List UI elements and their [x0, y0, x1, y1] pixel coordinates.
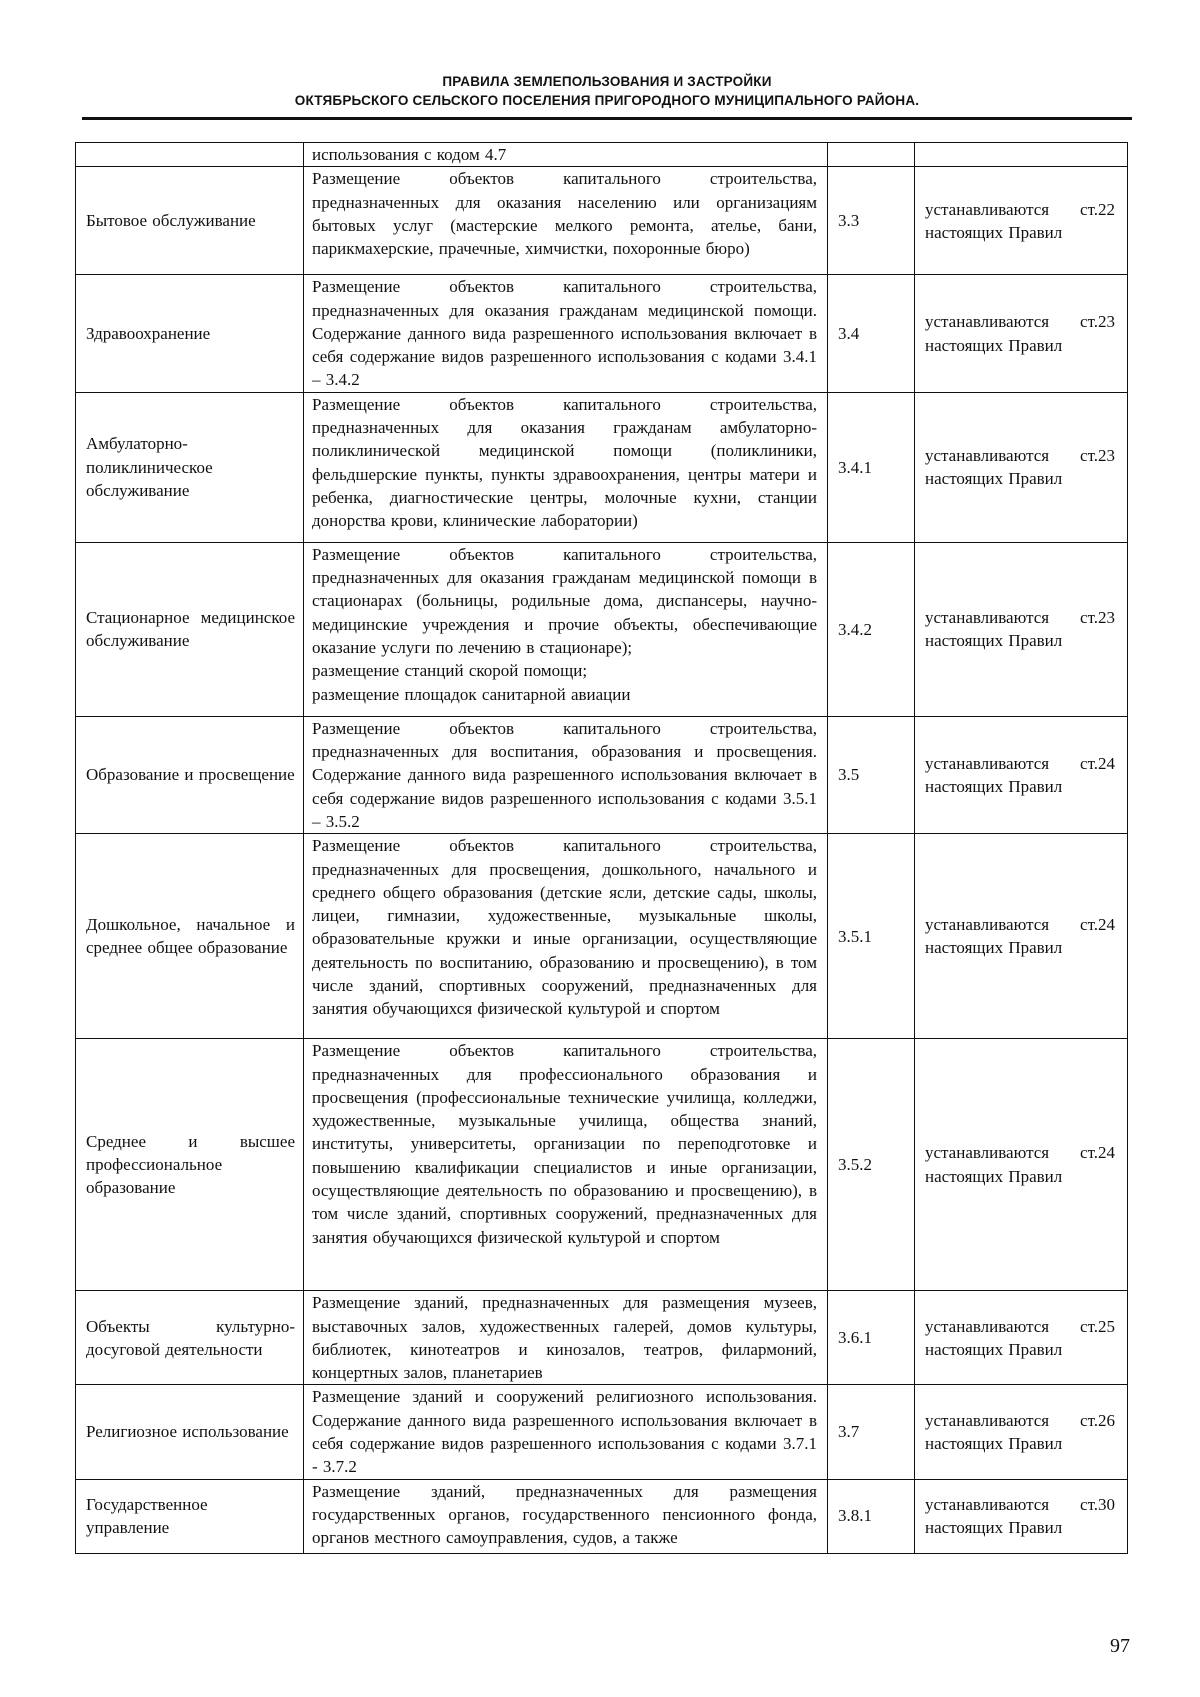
name-cell: Амбулаторно-поликлиническое обслуживание: [76, 392, 304, 542]
header-line-2: ОКТЯБРЬСКОГО СЕЛЬСКОГО ПОСЕЛЕНИЯ ПРИГОРОДНОГО МУНИЦИПАЛЬНОГО РАЙОНА.: [294, 93, 920, 108]
code-cell: 3.4.1: [828, 392, 915, 542]
rule-cell: устанавливаются ст.23 настоящих Правил: [915, 392, 1128, 542]
name-cell: Государственное управление: [76, 1479, 304, 1553]
description-cell: Размещение объектов капитального строительства, предназначенных для профессионального образования и просвещения (профессиональные технические училища, колледжи, художественные, музыкальные училища, общества знаний, институты, университеты, организации по переподготовке и повышению квалификации специалистов и иные организации, осуществляющие деятельность по образованию и просвещению), в том числе зданий, спортивных сооружений, предназначенных для занятия обучающихся физической культурой и спортом: [304, 1039, 828, 1291]
description-cell: Размещение зданий, предназначенных для размещения музеев, выставочных залов, художественных галерей, домов культуры, библиотек, кинотеатров и кинозалов, театров, филармоний, концертных залов, планетариев: [304, 1291, 828, 1385]
description-cell: Размещение объектов капитального строительства, предназначенных для просвещения, дошкольного, начального и среднего общего образования (детские ясли, детские сады, школы, лицеи, гимназии, художественные, музыкальные школы, образовательные кружки и иные организации, осуществляющие деятельность по воспитанию, образованию и просвещению), в том числе зданий, спортивных сооружений, предназначенных для занятия обучающихся физической культурой и спортом: [304, 834, 828, 1039]
table-row: [76, 275, 1128, 392]
table-row-continuation: [76, 143, 1128, 167]
header-rule: [82, 117, 1132, 120]
name-cell: Бытовое обслуживание: [76, 167, 304, 275]
description-cell: использования с кодом 4.7: [304, 143, 828, 167]
code-cell: 3.5.2: [828, 1039, 915, 1291]
rule-cell: устанавливаются ст.25 настоящих Правил: [915, 1291, 1128, 1385]
code-cell: 3.7: [828, 1385, 915, 1479]
table-row: [76, 716, 1128, 833]
description-extra: размещение площадок санитарной авиации: [312, 684, 631, 704]
table-row: [76, 1385, 1128, 1479]
description-cell: Размещение зданий, предназначенных для размещения государственных органов, государственного пенсионного фонда, органов местного самоуправления, судов, а также: [304, 1479, 828, 1553]
table-row: [76, 834, 1128, 1039]
code-cell: [828, 143, 915, 167]
description-main: Размещение объектов капитального строительства, предназначенных для оказания гражданам медицинской помощи в стационарах (больницы, родильные дома, диспансеры, научно-медицинские учреждения и прочие объекты, обеспечивающие оказание услуги по лечению в стационаре);: [312, 544, 817, 657]
table-row: [76, 1291, 1128, 1385]
name-cell: Дошкольное, начальное и среднее общее образование: [76, 834, 304, 1039]
name-cell: Стационарное медицинское обслуживание: [76, 542, 304, 716]
code-cell: 3.3: [828, 167, 915, 275]
name-cell: Среднее и высшее профессиональное образование: [76, 1039, 304, 1291]
rule-cell: устанавливаются ст.26 настоящих Правил: [915, 1385, 1128, 1479]
rule-cell: устанавливаются ст.22 настоящих Правил: [915, 167, 1128, 275]
code-cell: 3.4.2: [828, 542, 915, 716]
table-row: [76, 167, 1128, 275]
name-cell: Образование и просвещение: [76, 716, 304, 833]
description-cell: [304, 542, 828, 716]
name-cell: Объекты культурно-досуговой деятельности: [76, 1291, 304, 1385]
page-header: [82, 72, 1132, 110]
name-cell: [76, 143, 304, 167]
description-cell: Размещение объектов капитального строительства, предназначенных для воспитания, образования и просвещения. Содержание данного вида разрешенного использования включает в себя содержание видов разрешенного использования с кодами 3.5.1 – 3.5.2: [304, 716, 828, 833]
land-use-table: [75, 142, 1128, 1554]
table-row: [76, 1039, 1128, 1291]
rule-cell: устанавливаются ст.23 настоящих Правил: [915, 542, 1128, 716]
name-cell: Здравоохранение: [76, 275, 304, 392]
description-cell: Размещение объектов капитального строительства, предназначенных для оказания населению или организациям бытовых услуг (мастерские мелкого ремонта, ателье, бани, парикмахерские, прачечные, химчистки, похоронные бюро): [304, 167, 828, 275]
code-cell: 3.6.1: [828, 1291, 915, 1385]
rule-cell: устанавливаются ст.24 настоящих Правил: [915, 834, 1128, 1039]
table-row: [76, 542, 1128, 716]
table-row: [76, 392, 1128, 542]
rule-cell: [915, 143, 1128, 167]
code-cell: 3.5.1: [828, 834, 915, 1039]
page-number: 97: [1110, 1635, 1130, 1657]
rule-cell: устанавливаются ст.30 настоящих Правил: [915, 1479, 1128, 1553]
rule-cell: устанавливаются ст.24 настоящих Правил: [915, 1039, 1128, 1291]
name-cell: Религиозное использование: [76, 1385, 304, 1479]
code-cell: 3.5: [828, 716, 915, 833]
code-cell: 3.8.1: [828, 1479, 915, 1553]
description-cell: Размещение объектов капитального строительства, предназначенных для оказания гражданам медицинской помощи. Содержание данного вида разрешенного использования включает в себя содержание видов разрешенного использования с кодами 3.4.1 – 3.4.2: [304, 275, 828, 392]
table-row: [76, 1479, 1128, 1553]
description-extra: размещение станций скорой помощи;: [312, 661, 588, 681]
description-cell: Размещение объектов капитального строительства, предназначенных для оказания гражданам амбулаторно-поликлинической медицинской помощи (поликлиники, фельдшерские пункты, пункты здравоохранения, центры матери и ребенка, диагностические центры, молочные кухни, станции донорства крови, клинические лаборатории): [304, 392, 828, 542]
code-cell: 3.4: [828, 275, 915, 392]
description-cell: Размещение зданий и сооружений религиозного использования. Содержание данного вида разрешенного использования включает в себя содержание видов разрешенного использования с кодами 3.7.1 - 3.7.2: [304, 1385, 828, 1479]
rule-cell: устанавливаются ст.24 настоящих Правил: [915, 716, 1128, 833]
header-line-1: ПРАВИЛА ЗЕМЛЕПОЛЬЗОВАНИЯ И ЗАСТРОЙКИ: [442, 74, 772, 89]
rule-cell: устанавливаются ст.23 настоящих Правил: [915, 275, 1128, 392]
